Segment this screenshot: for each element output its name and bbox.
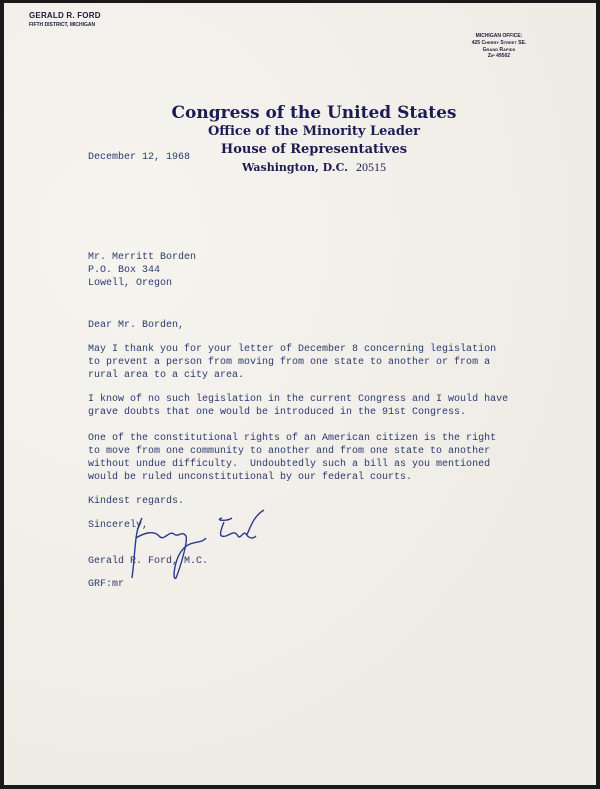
- sign-off: Sincerely,: [88, 520, 149, 531]
- zip: 20515: [356, 160, 387, 174]
- sender-name: GERALD R. FORD: [29, 11, 101, 20]
- office-line: MICHIGAN OFFICE:: [475, 33, 523, 39]
- salutation: Dear Mr. Borden,: [88, 320, 185, 331]
- city: Washington, D.C.: [241, 161, 349, 174]
- sender-district: FIFTH DISTRICT, MICHIGAN: [29, 22, 96, 28]
- letter-page: [4, 3, 596, 785]
- typist-initials: GRF:mr: [88, 579, 125, 590]
- closing: Kindest regards.: [88, 496, 185, 507]
- paragraph: May I thank you for your letter of December 8 concerning legislation to prevent a person from moving from one state to another or from a rural area to a city area.: [88, 344, 497, 381]
- recipient-line: Lowell, Oregon: [88, 278, 173, 289]
- letterhead-office-title: Office of the Minority Leader: [207, 124, 421, 139]
- paragraph: One of the constitutional rights of an American citizen is the right to move from one community to another and from one state to another without undue difficulty. Undoubtedly such a bill as you mentioned would be ruled unconstitutional by our federal courts.: [88, 433, 497, 483]
- recipient-line: P.O. Box 344: [88, 265, 161, 276]
- letterhead-office: [444, 33, 554, 60]
- office-line: Zip 49502: [487, 53, 511, 60]
- letterhead-sender: [29, 11, 101, 28]
- letterhead-title: Congress of the United States: [171, 103, 457, 123]
- handwritten-signature: [114, 508, 274, 583]
- paragraph: I know of no such legislation in the current Congress and I would have grave doubts that one would be introduced in the 91st Congress.: [88, 394, 509, 418]
- letterhead-house: House of Representatives: [220, 142, 408, 157]
- letter-date: December 12, 1968: [88, 152, 191, 163]
- office-line: 425 Cherry Street SE.: [471, 39, 527, 46]
- signer-name: Gerald R. Ford, M.C.: [88, 556, 209, 567]
- recipient-address: [88, 251, 196, 290]
- office-line: Grand Rapids: [482, 46, 516, 53]
- recipient-line: Mr. Merritt Borden: [88, 252, 197, 263]
